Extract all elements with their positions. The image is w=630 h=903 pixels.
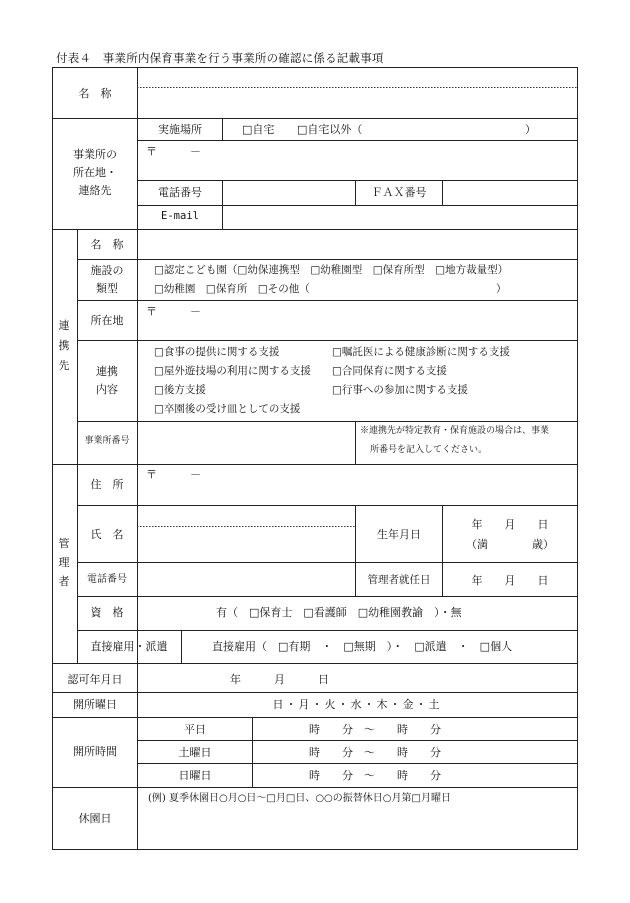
saturday-hours-field[interactable]: 時 分 ～ 時 分 — [309, 746, 441, 759]
open-days-label: 開所曜日 — [73, 698, 117, 711]
partner-label-1: 連 — [58, 319, 70, 332]
name-label: 名 称 — [78, 87, 112, 100]
office-tel-field[interactable] — [223, 181, 355, 205]
partner-name-label: 名 称 — [90, 238, 124, 251]
saturday-label: 土曜日 — [178, 746, 212, 759]
partner-label-3: 先 — [58, 359, 70, 372]
office-email-label: E-mail — [161, 210, 199, 222]
partner-content-label-1: 連携 — [96, 365, 118, 378]
office-postal: 〒 － — [146, 145, 201, 158]
office-tel-label: 電話番号 — [158, 186, 202, 199]
office-label-line3: 連絡先 — [78, 184, 112, 197]
manager-postal: 〒 － — [146, 468, 201, 481]
partner-postal: 〒 － — [146, 305, 201, 318]
weekday-hours-field[interactable]: 時 分 ～ 時 分 — [309, 723, 441, 736]
office-number-note-1: ※連携先が特定教育・保育施設の場合は、事業 — [360, 426, 550, 436]
manager-label-2: 理 — [58, 556, 70, 569]
manager-address-label: 住 所 — [90, 478, 124, 491]
office-fax-label: ＦＡＸ番号 — [371, 186, 427, 199]
content-backup-checkbox[interactable]: □後方支援 — [154, 384, 206, 396]
office-label-line1: 事業所の — [73, 148, 117, 161]
birth-date-field[interactable]: 年 月 日 — [471, 518, 549, 531]
partner-content-label-2: 内容 — [96, 383, 118, 396]
employment-label: 直接雇用・派遣 — [90, 640, 168, 653]
partner-type-checkboxes-1[interactable]: □認定こども園（□幼保連携型 □幼稚園型 □保育所型 □地方裁量型） — [154, 264, 509, 276]
manager-furigana-field[interactable] — [138, 506, 355, 526]
open-days-options[interactable]: 日・月・火・水・木・金・土 — [272, 698, 442, 711]
name-field[interactable] — [138, 88, 577, 118]
qualification-label: 資 格 — [90, 606, 124, 619]
manager-address-field[interactable] — [138, 465, 577, 505]
birth-label: 生年月日 — [377, 528, 421, 541]
content-events-checkbox[interactable]: □行事への参加に関する支援 — [332, 384, 468, 396]
office-number-note-2: 所番号を記入してください。 — [370, 445, 488, 455]
office-label-line2: 所在地・ — [73, 166, 117, 179]
weekday-label: 平日 — [184, 723, 206, 736]
partner-label-2: 携 — [58, 339, 70, 352]
office-address-field[interactable] — [138, 141, 577, 180]
holidays-field[interactable] — [138, 810, 577, 849]
partner-name-field[interactable] — [138, 230, 577, 259]
manager-tel-field[interactable] — [138, 563, 355, 596]
content-doctor-checkbox[interactable]: □嘱託医による健康診断に関する支援 — [332, 346, 510, 358]
sunday-hours-field[interactable]: 時 分 ～ 時 分 — [309, 769, 441, 782]
content-graduation-checkbox[interactable]: □卒園後の受け皿としての支援 — [154, 403, 301, 415]
manager-label-1: 管 — [58, 537, 70, 550]
site-home-checkbox[interactable]: □自宅 — [242, 123, 275, 136]
office-email-field[interactable] — [223, 206, 577, 229]
partner-type-label-2: 類型 — [96, 282, 118, 295]
partner-type-close: ） — [496, 283, 507, 295]
partner-address-label: 所在地 — [90, 314, 124, 327]
start-date-label: 管理者就任日 — [367, 574, 431, 586]
open-hours-label: 開所時間 — [73, 745, 117, 758]
partner-type-label-1: 施設の — [90, 264, 124, 277]
office-number-field[interactable] — [138, 422, 355, 464]
office-fax-field[interactable] — [443, 181, 577, 205]
partner-type-checkboxes-2[interactable]: □幼稚園 □保育所 □その他（ — [154, 283, 310, 295]
sunday-label: 日曜日 — [178, 769, 212, 782]
manager-name-label: 氏 名 — [90, 528, 124, 541]
employment-checkboxes[interactable]: 直接雇用（ □有期 ・ □無期 ）・ □派遣 ・ □個人 — [212, 640, 513, 653]
holidays-label: 休園日 — [78, 812, 112, 825]
partner-address-field[interactable] — [138, 301, 577, 340]
approval-date-label: 認可年月日 — [67, 673, 123, 686]
holidays-example: (例) 夏季休園日○月○日～□月□日、○○の振替休日○月第□月曜日 — [148, 793, 451, 804]
start-date-field[interactable]: 年 月 日 — [471, 574, 549, 587]
age-field[interactable]: （満 歳） — [466, 538, 554, 551]
content-joint-care-checkbox[interactable]: □合同保育に関する支援 — [332, 365, 447, 377]
furigana-field[interactable] — [138, 68, 577, 87]
office-number-label: 事業所番号 — [84, 436, 130, 446]
qualification-checkboxes[interactable]: 有（ □保育士 □看護師 □幼稚園教諭 ）・無 — [216, 606, 462, 619]
site-other-close: ） — [525, 123, 536, 136]
site-other-checkbox[interactable]: □自宅以外（ — [297, 123, 363, 136]
site-label: 実施場所 — [158, 123, 202, 136]
form-title: 付表４ 事業所内保育事業を行う事業所の確認に係る記載事項 — [56, 51, 384, 65]
content-meal-checkbox[interactable]: □食事の提供に関する支援 — [154, 346, 280, 358]
content-playground-checkbox[interactable]: □屋外遊技場の利用に関する支援 — [154, 365, 311, 377]
manager-tel-label: 電話番号 — [87, 574, 127, 585]
manager-name-field[interactable] — [138, 527, 355, 562]
approval-date-field[interactable]: 年 月 日 — [230, 673, 329, 686]
manager-label-3: 者 — [58, 575, 70, 588]
